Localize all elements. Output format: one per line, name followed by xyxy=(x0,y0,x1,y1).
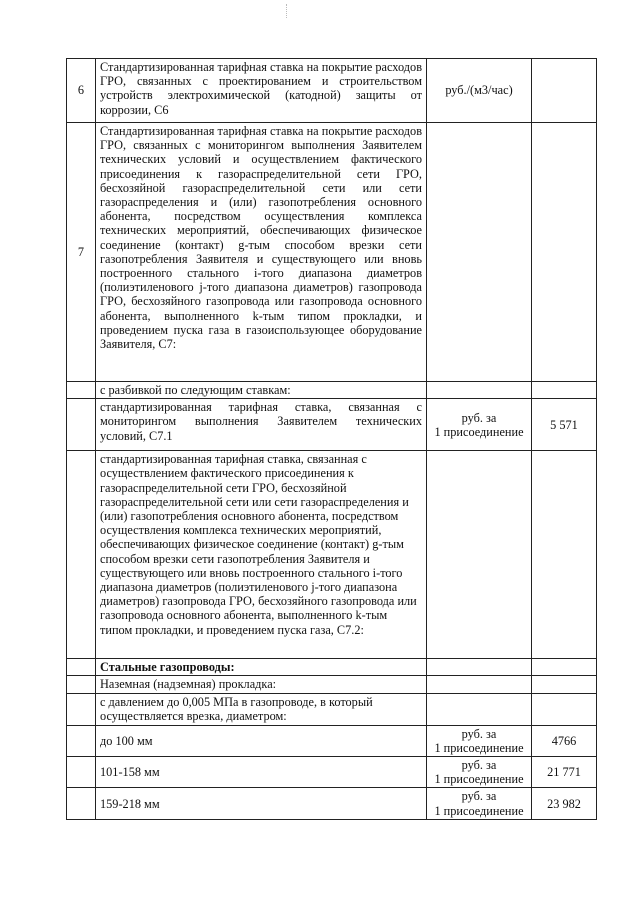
table-row-d3 xyxy=(67,788,597,819)
row-description: Стандартизированная тарифная ставка на покрытие расходов ГРО, связанных с мониторингом выполнения Заявителем технических условий и осуществлением фактического присоединения к газораспределительной сети ГРО, бесхозяйной газораспределительной сети или сети газораспределения и (или) газопотребления основного абонента, посредством осуществления комплекса технических мероприятий, обеспечивающих физическое соединение (контакт) g-тым способом врезки сети газопотребления Заявителя и существующего или вновь построенного стального i-того диапазона диаметров (полиэтиленового j-того диапазона диаметров) газопровода ГРО, бесхозяйного газопровода или газопровода основного абонента, выполненного k-тым типом прокладки, и проведением пуска газа в газоиспользующее оборудование Заявителя, С7: xyxy=(96,123,427,382)
row-value xyxy=(532,123,597,382)
row-value: 4766 xyxy=(532,725,597,756)
row-number xyxy=(67,399,96,451)
row-value xyxy=(532,693,597,725)
unit-line-1: руб. за xyxy=(461,789,497,804)
unit-line-1: руб. за xyxy=(461,726,497,741)
unit-line-2: 1 присоединение xyxy=(434,803,524,818)
row-description: до 100 мм xyxy=(96,725,427,756)
table-row-7 xyxy=(67,123,597,382)
row-description: стандартизированная тарифная ставка, связанная с осуществлением фактического присоединения к газораспределительной сети ГРО, бесхозяйной газораспределительной сети или сети газораспределения и (или) газопотребления основного абонента, посредством осуществления комплекса технических мероприятий, обеспечивающих физическое соединение (контакт) g-тым способом врезки сети газопотребления Заявителя и существующего или вновь построенного стального i-того диапазона диаметров (полиэтиленового j-того диапазона диаметров) газопровода ГРО, бесхозяйного газопровода или газопровода основного абонента, выполненного k-тым типом прокладки, и проведением пуска газа, С7.2: xyxy=(96,451,427,659)
row-number xyxy=(67,788,96,819)
row-number xyxy=(67,676,96,693)
row-value: 5 571 xyxy=(532,399,597,451)
row-unit xyxy=(427,757,532,788)
table-row-6 xyxy=(67,59,597,123)
page-mark xyxy=(286,4,293,18)
table-row-breakdown xyxy=(67,382,597,399)
table-row-d2 xyxy=(67,757,597,788)
row-unit xyxy=(427,382,532,399)
row-description: Наземная (надземная) прокладка: xyxy=(96,676,427,693)
row-number xyxy=(67,693,96,725)
row-description: 159-218 мм xyxy=(96,788,427,819)
row-description: 101-158 мм xyxy=(96,757,427,788)
row-unit xyxy=(427,788,532,819)
row-value xyxy=(532,451,597,659)
row-number xyxy=(67,757,96,788)
table-row-c71 xyxy=(67,399,597,451)
table-row-steel xyxy=(67,659,597,676)
table-row-ground xyxy=(67,676,597,693)
row-unit xyxy=(427,123,532,382)
unit-line-2: 1 присоединение xyxy=(434,740,524,755)
row-description: стандартизированная тарифная ставка, связанная с мониторингом выполнения Заявителем технических условий, С7.1 xyxy=(96,399,427,451)
unit-line-2: 1 присоединение xyxy=(434,424,524,439)
row-value: 23 982 xyxy=(532,788,597,819)
unit-line-1: руб. за xyxy=(461,758,497,773)
row-description: с давлением до 0,005 МПа в газопроводе, в который осуществляется врезка, диаметром: xyxy=(96,693,427,725)
row-unit xyxy=(427,451,532,659)
row-unit xyxy=(427,659,532,676)
row-value xyxy=(532,59,597,123)
row-description: с разбивкой по следующим ставкам: xyxy=(96,382,427,399)
row-value xyxy=(532,659,597,676)
unit-line-1: руб. за xyxy=(461,410,497,425)
tariff-table xyxy=(66,58,597,820)
row-number: 6 xyxy=(67,59,96,123)
row-value xyxy=(532,382,597,399)
row-number xyxy=(67,451,96,659)
row-unit xyxy=(427,693,532,725)
row-value: 21 771 xyxy=(532,757,597,788)
row-unit xyxy=(427,725,532,756)
row-number xyxy=(67,725,96,756)
row-unit: руб./(м3/час) xyxy=(427,59,532,123)
row-description: Стальные газопроводы: xyxy=(96,659,427,676)
row-number: 7 xyxy=(67,123,96,382)
table-row-c72 xyxy=(67,451,597,659)
row-description: Стандартизированная тарифная ставка на покрытие расходов ГРО, связанных с проектированием и строительством устройств электрохимической (катодной) защиты от коррозии, С6 xyxy=(96,59,427,123)
row-number xyxy=(67,659,96,676)
row-unit xyxy=(427,676,532,693)
row-unit xyxy=(427,399,532,451)
unit-line-2: 1 присоединение xyxy=(434,772,524,787)
table-row-pressure xyxy=(67,693,597,725)
row-number xyxy=(67,382,96,399)
row-value xyxy=(532,676,597,693)
table-row-d1 xyxy=(67,725,597,756)
